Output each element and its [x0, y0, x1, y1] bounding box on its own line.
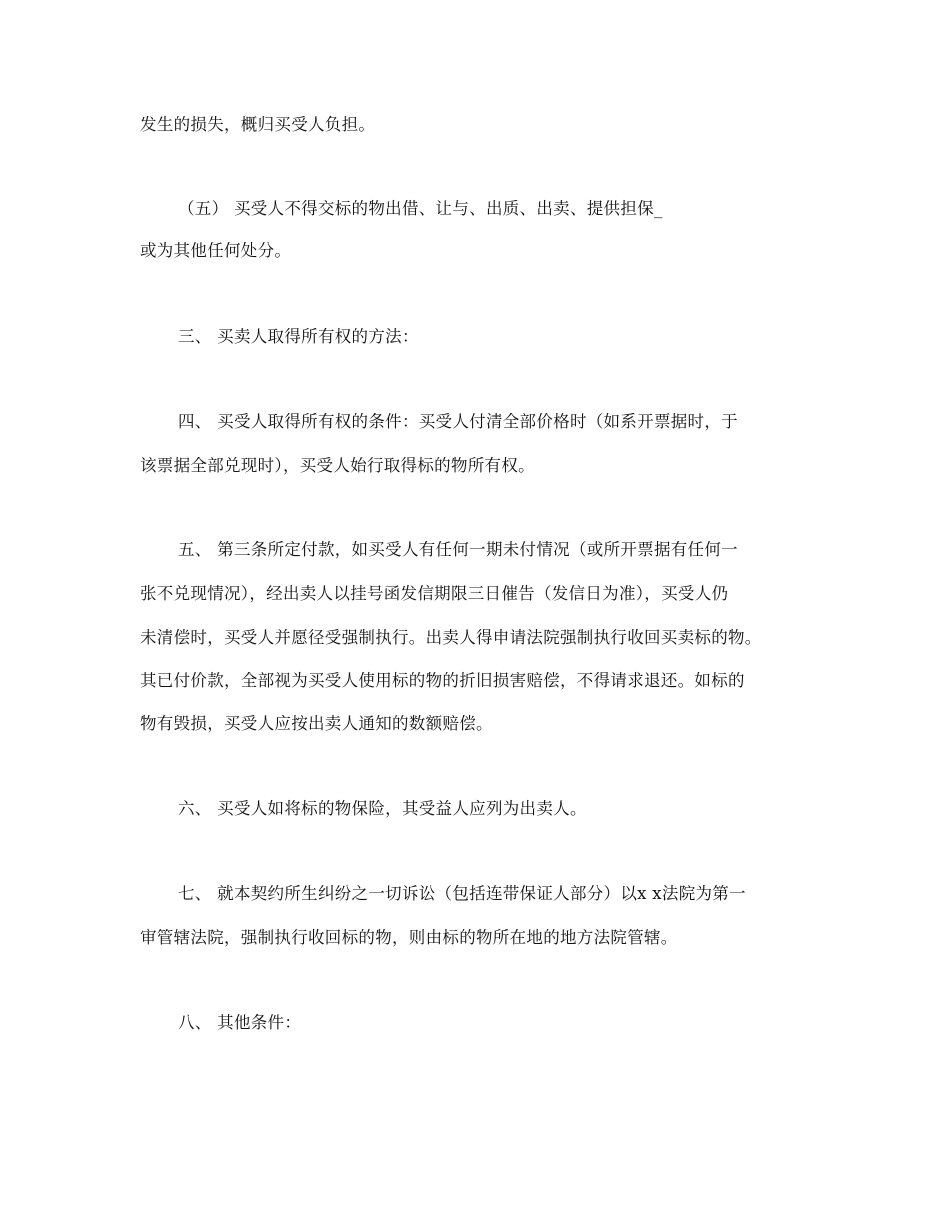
paragraph-line: 该票据全部兑现时），买受人始行取得标的物所有权。: [140, 456, 535, 475]
section-heading: 三、 买卖人取得所有权的方法：: [178, 327, 419, 346]
paragraph-line: 未清偿时，买受人并愿径受强制执行。出卖人得申请法院强制执行收回买卖标的物。: [140, 628, 762, 647]
paragraph-line: 五、 第三条所定付款，如买受人有任何一期未付情况（或所开票据有任何一: [178, 540, 738, 559]
section-heading: 八、 其他条件：: [178, 1013, 302, 1032]
paragraph-line: 四、 买受人取得所有权的条件：买受人付清全部价格时（如系开票据时，于: [178, 412, 738, 431]
paragraph-line: 张不兑现情况），经出卖人以挂号函发信期限三日催告（发信日为准），买受人仍: [140, 584, 729, 603]
paragraph-line: 物有毁损，买受人应按出卖人通知的数额赔偿。: [140, 714, 493, 733]
paragraph-line: 审管辖法院，强制执行收回标的物，则由标的物所在地的地方法院管辖。: [140, 928, 678, 947]
paragraph-line: 七、 就本契约所生纠纷之一切诉讼（包括连带保证人部分）以x x法院为第一: [178, 884, 746, 903]
paragraph-line: 其已付价款，全部视为买受人使用标的物的折旧损害赔偿，不得请求退还。如标的: [140, 671, 745, 690]
paragraph-line: （五） 买受人不得交标的物出借、让与、出质、出卖、提供担保_: [178, 199, 663, 218]
paragraph-line: 六、 买受人如将标的物保险，其受益人应列为出卖人。: [178, 799, 587, 818]
paragraph-line: 发生的损失，概归买受人负担。: [140, 115, 376, 134]
paragraph-line: 或为其他任何处分。: [140, 241, 292, 260]
